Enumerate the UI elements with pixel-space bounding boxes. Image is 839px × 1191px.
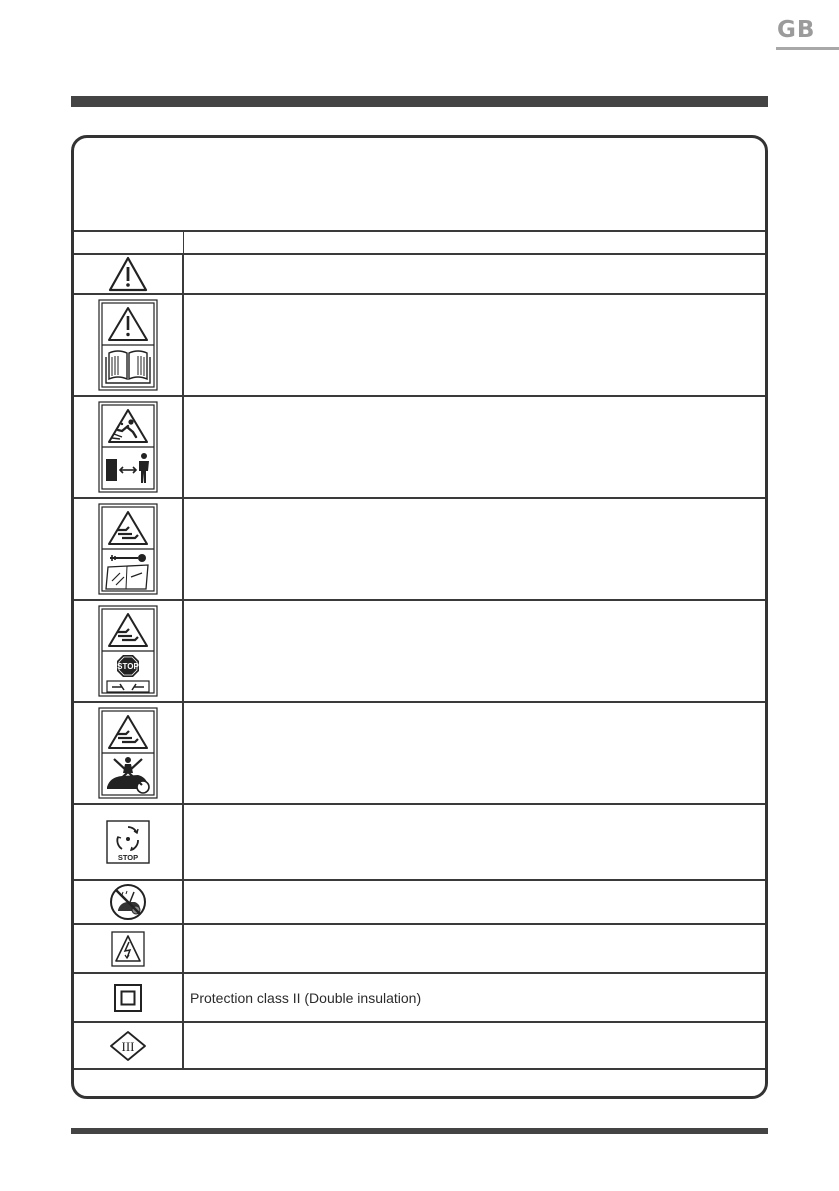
table-bottom-border: [74, 1068, 765, 1099]
protection-class-ii-icon: [113, 983, 143, 1013]
table-row: [74, 599, 765, 701]
table-row-icon-cell: [74, 397, 184, 497]
table-row-icon-cell: [74, 805, 184, 879]
table-row: [74, 803, 765, 879]
table-row: [74, 972, 765, 1021]
protection-class-iii-icon: [109, 1030, 147, 1062]
table-row-description: Protection class II (Double insulation): [190, 989, 422, 1006]
table-row-icon-cell: [74, 499, 184, 599]
table-row: [74, 879, 765, 923]
table-row-icon-cell: [74, 703, 184, 803]
table-row-description: [190, 499, 757, 599]
top-divider-bar: [71, 96, 768, 107]
electric-hazard-icon: [111, 931, 145, 967]
table-row-icon-cell: [74, 881, 184, 923]
table-row-icon-cell: [74, 974, 184, 1021]
table-row-icon-cell: [74, 601, 184, 701]
table-row-description: [190, 397, 757, 497]
header-icon-cell: [74, 232, 184, 253]
table-row-description: [190, 925, 757, 972]
blade-hazard-no-riding-icon: [98, 707, 158, 799]
stop-sign-label: STOP: [117, 662, 139, 671]
table-row-description: [190, 881, 757, 923]
safety-symbols-panel: [71, 135, 768, 1099]
table-row: [74, 1021, 765, 1068]
thrown-objects-keep-distance-icon: [98, 401, 158, 493]
table-row-icon-cell: [74, 925, 184, 972]
blade-hazard-stop-maintenance-icon: [98, 605, 158, 697]
blade-hazard-remove-key-icon: [98, 503, 158, 595]
header-text-cell: [190, 232, 757, 253]
table-row: [74, 293, 765, 395]
table-row-description: [190, 1023, 757, 1068]
table-row-icon-cell: [74, 1023, 184, 1068]
class-iii-numeral: III: [121, 1038, 135, 1054]
table-header-row: [74, 230, 765, 253]
table-row-icon-cell: [74, 295, 184, 395]
table-row-description: [190, 703, 757, 803]
bottom-divider-bar: [71, 1128, 768, 1134]
no-mowing-wet-icon: [108, 882, 148, 922]
table-row-description: [190, 255, 757, 293]
table-row-description: [190, 601, 757, 701]
table-row: [74, 253, 765, 293]
stop-label: STOP: [117, 853, 139, 862]
table-row-icon-cell: [74, 255, 184, 293]
blade-stop-time-icon: [106, 820, 150, 864]
table-row-description: [190, 805, 757, 879]
table-row-description: [190, 295, 757, 395]
table-row: [74, 923, 765, 972]
table-row: [74, 701, 765, 803]
table-row: [74, 395, 765, 497]
language-tag-rule: [776, 47, 839, 50]
warning-read-manual-icon: [98, 299, 158, 391]
language-tag: GB: [777, 17, 816, 43]
table-row: [74, 497, 765, 599]
warning-triangle-icon: [107, 255, 149, 293]
